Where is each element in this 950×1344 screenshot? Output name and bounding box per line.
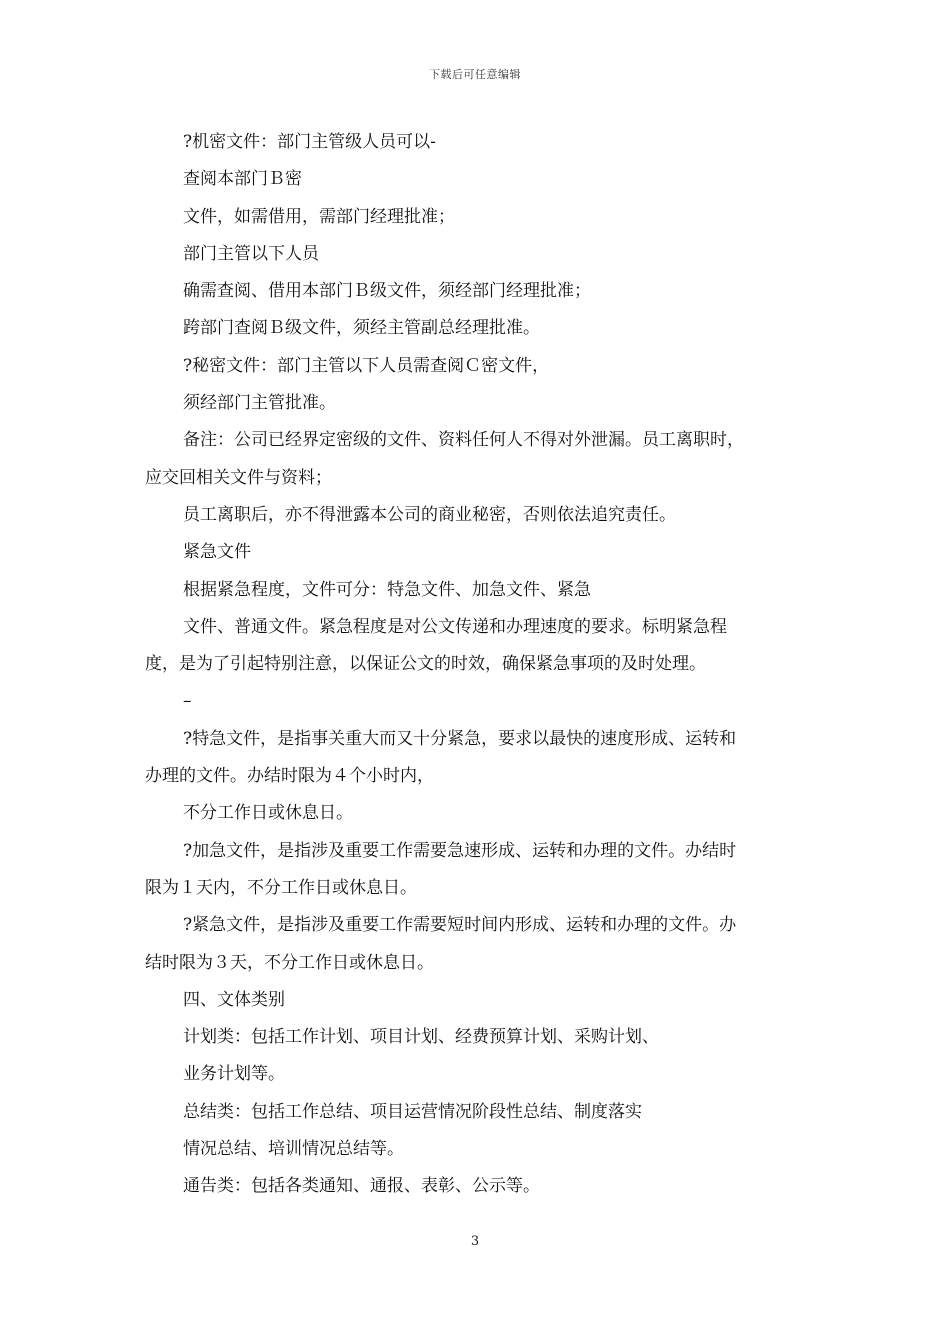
paragraph-line: 部门主管以下人员 xyxy=(183,243,319,264)
paragraph-line: 结时限为３天，不分工作日或休息日。 xyxy=(145,952,434,973)
paragraph-line: 确需查阅、借用本部门Ｂ级文件，须经部门经理批准； xyxy=(183,281,591,302)
paragraph-line: 业务计划等。 xyxy=(183,1064,285,1085)
paragraph-line: ?机密文件：部门主管级人员可以- xyxy=(183,132,436,152)
paragraph-line: 应交回相关文件与资料； xyxy=(145,467,332,488)
paragraph-line: ?加急文件，是指涉及重要工作需要急速形成、运转和办理的文件。办结时 xyxy=(183,840,737,861)
paragraph-line: 文件、普通文件。紧急程度是对公文传递和办理速度的要求。标明紧急程 xyxy=(183,616,727,637)
section-heading: 四、文体类别 xyxy=(183,989,285,1010)
page-header: 下载后可任意编辑 xyxy=(429,68,521,81)
paragraph-line: 员工离职后，亦不得泄露本公司的商业秘密，否则依法追究责任。 xyxy=(183,504,676,525)
paragraph-line: 不分工作日或休息日。 xyxy=(183,803,353,824)
section-heading: 紧急文件 xyxy=(183,542,251,563)
paragraph-line: 通告类：包括各类通知、通报、表彰、公示等。 xyxy=(183,1176,540,1197)
paragraph-line: ?紧急文件，是指涉及重要工作需要短时间内形成、运转和办理的文件。办 xyxy=(183,915,737,936)
page-number: 3 xyxy=(470,1234,480,1249)
paragraph-line: 备注：公司已经界定密级的文件、资料任何人不得对外泄漏。员工离职时， xyxy=(183,430,744,451)
paragraph-line: 跨部门查阅Ｂ级文件，须经主管副总经理批准。 xyxy=(183,318,540,339)
paragraph-line: ?特急文件，是指事关重大而又十分紧急，要求以最快的速度形成、运转和 xyxy=(183,728,737,749)
paragraph-line: 总结类：包括工作总结、项目运营情况阶段性总结、制度落实 xyxy=(183,1101,642,1122)
paragraph-line: 文件，如需借用，需部门经理批准； xyxy=(183,206,455,227)
document-body xyxy=(145,124,810,1206)
paragraph-line: 计划类：包括工作计划、项目计划、经费预算计划、采购计划、 xyxy=(183,1027,659,1048)
paragraph-line: – xyxy=(183,691,192,712)
paragraph-line: 度，是为了引起特别注意，以保证公文的时效，确保紧急事项的及时处理。 xyxy=(145,654,706,675)
paragraph-line: 须经部门主管批准。 xyxy=(183,393,336,414)
paragraph-line: 根据紧急程度，文件可分：特急文件、加急文件、紧急 xyxy=(183,579,591,600)
paragraph-line: 情况总结、培训情况总结等。 xyxy=(183,1139,404,1160)
paragraph-line: 办理的文件。办结时限为４个小时内， xyxy=(145,766,434,787)
paragraph-line: 限为１天内，不分工作日或休息日。 xyxy=(145,877,417,898)
paragraph-line: 查阅本部门Ｂ密 xyxy=(183,169,302,190)
paragraph-line: ?秘密文件：部门主管以下人员需查阅Ｃ密文件， xyxy=(183,355,550,376)
